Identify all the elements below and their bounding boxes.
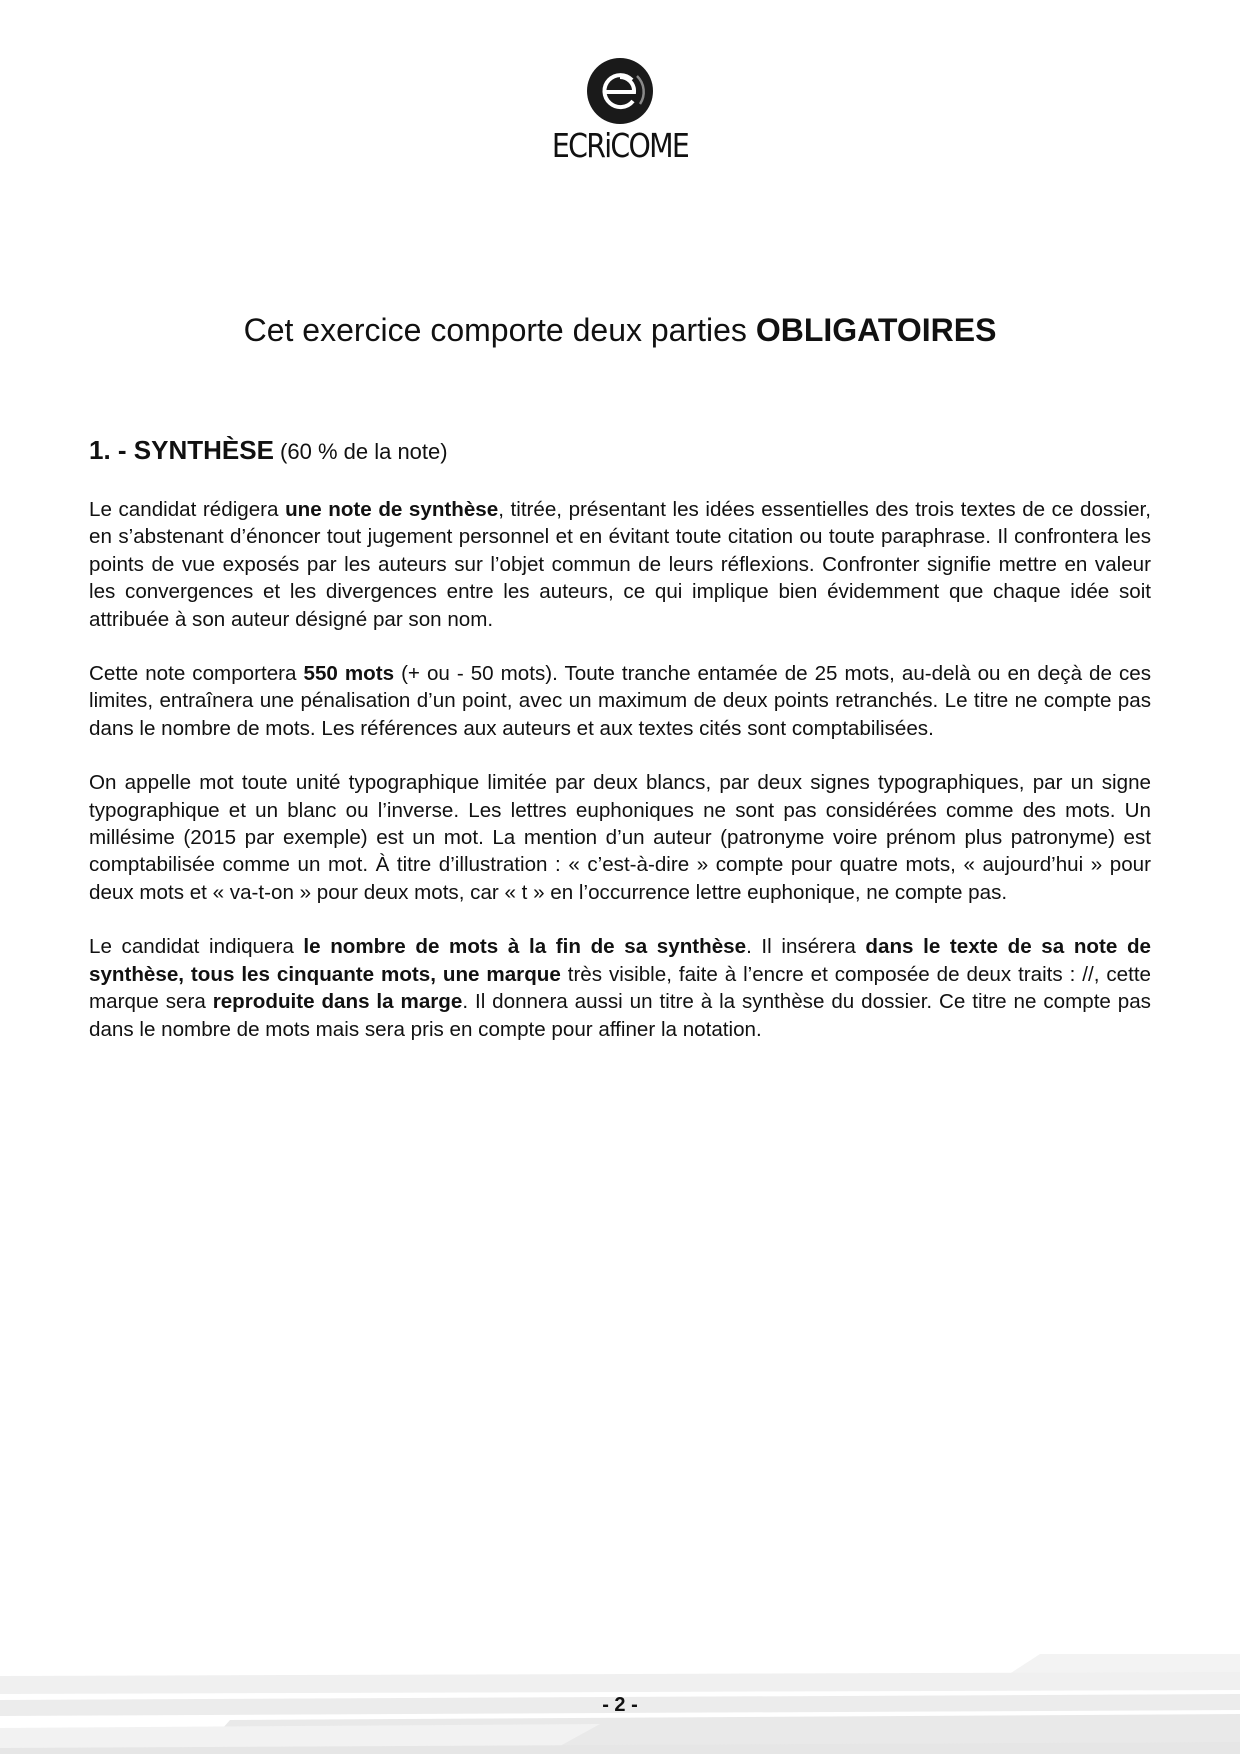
text-run: Le candidat rédigera (89, 498, 286, 521)
page-title (0, 310, 1240, 350)
page-title-prefix: Cet exercice comporte deux parties (243, 312, 756, 348)
bold-run: reproduite dans la marge (212, 990, 463, 1014)
bold-run: une note de synthèse (285, 498, 499, 521)
text-run: (+ ou - 50 mots). Toute tranche entamée de 25 mots, au-delà ou en deçà de ces limites, entraînera une pénalisation d’un point, avec un maximum de deux points retranchés. Le titre ne compte pas dans le nombre de mots. Les références aux auteurs et aux textes cités sont comptabilisées. (89, 662, 1152, 740)
paragraph-word-definition (89, 769, 1151, 906)
text-run: On appelle mot toute unité typographique limitée par deux blancs, par deux signes typographiques, par un signe typographique et un blanc ou l’inverse. Les lettres euphoniques ne sont pas considérées comme des mots. Un millésime (2015 par exemple) est un mot. La mention d’un auteur (patronyme voire prénom plus patronyme) est comptabilisée comme un mot. À titre d’illustration : « c’est-à-dire » compte pour quatre mots, « aujourd’hui » pour deux mots et « va-t-on » pour deux mots, car « t » en l’occurrence lettre euphonique, ne compte pas. (89, 771, 1151, 904)
text-run: Le candidat indiquera (89, 935, 304, 959)
page-title-emphasis: OBLIGATOIRES (755, 312, 997, 348)
text-run: très visible, faite à l’encre et composée de deux traits : //, cette marque sera (89, 962, 1151, 1014)
paragraph-word-count (89, 660, 1151, 742)
section-heading (89, 430, 1151, 472)
ecricome-logo (0, 56, 1240, 166)
text-run: . Il donnera aussi un titre à la synthèse du dossier. Ce titre ne compte pas dans le nombre de mots mais sera pris en compte pour affiner la notation. (89, 990, 1151, 1041)
section-weight: (60 % de la note) (273, 439, 448, 464)
text-run: . Il insérera (746, 935, 866, 959)
ecricome-logo-icon (585, 56, 655, 126)
paragraph-marking (89, 933, 1151, 1043)
bold-run: le nombre de mots à la fin de sa synthèse (303, 935, 747, 959)
bold-run: 550 mots (303, 662, 395, 686)
text-run: , titrée, présentant les idées essentielles des trois textes de ce dossier, en s’abstenant d’énoncer tout jugement personnel et en évitant toute citation ou toute paraphrase. Il confrontera les points de vue exposés par les auteurs sur l’objet commun de leurs réflexions. Confronter signifie mettre en valeur les convergences et les divergences entre les auteurs, ce qui implique bien évidemment que chaque idée soit attribuée à son auteur désigné par son nom. (89, 498, 1151, 631)
bold-run: dans le texte de sa note de synthèse, tous les cinquante mots, une marque (89, 935, 1151, 986)
paragraph-synthesis-rules (89, 496, 1151, 633)
page-number: - 2 - (602, 1694, 638, 1716)
logo-wordmark: ECRiCOME (551, 126, 689, 165)
text-run: Cette note comportera (89, 662, 304, 686)
instructions-content (89, 430, 1151, 1070)
section-number: 1. - SYNTHÈSE (89, 435, 274, 465)
